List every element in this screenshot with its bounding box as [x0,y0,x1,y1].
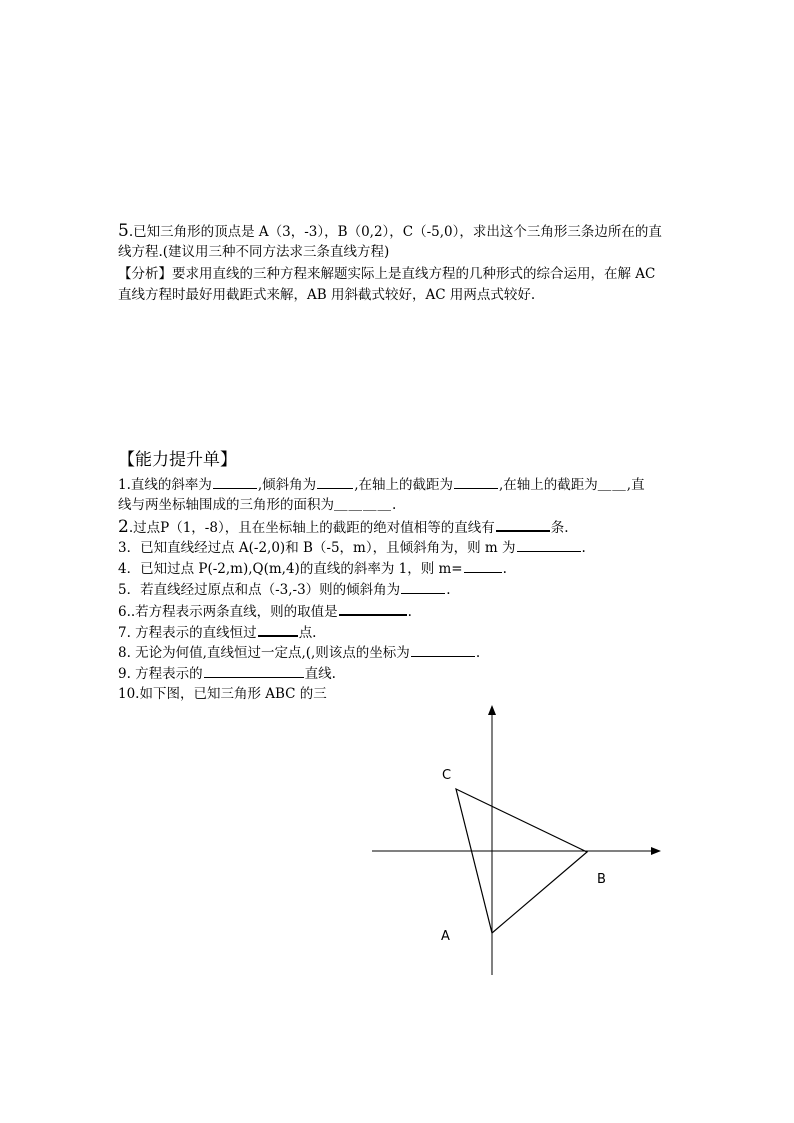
exercise-1-text-c: ,在轴上的截距为 [354,477,453,493]
exercise-3-text-a: 3．已知直线经过点 A(-2,0)和 B（-5，m），且倾斜角为，则 m 为 [118,540,516,556]
exercise-8-text-b: . [475,645,481,661]
exercise-5-text-b: . [446,582,451,598]
exercise-1-text-b: ,倾斜角为 [257,477,317,493]
exercise-1-blank-area[interactable]: ＿＿＿＿ [334,497,392,513]
exercise-8-text-a: 8. 无论为何值,直线恒过一定点,(,则该点的坐标为 [118,645,410,661]
vertex-label-b: B [597,872,606,887]
exercise-6-text-b: . [407,604,412,620]
exercise-2-number: 2 [118,517,129,537]
exercise-7-text-b: 点. [298,625,317,641]
problem5-number: 5 [118,221,129,241]
exercise-1-blank-intercept-2[interactable]: ＿＿ [597,477,627,493]
exercise-7-text-a: . 方程表示的直线恒过 [126,625,257,641]
exercise-1-text-e: ,直 [626,477,645,493]
exercise-4-text-a: 4．已知过点 P(-2,m),Q(m,4)的直线的斜率为 1，则 m= [118,561,463,577]
exercise-2-text-a: .过点P（1，-8），且在坐标轴上的截距的绝对值相等的直线有 [128,520,495,536]
exercise-1-text-g: . [392,497,397,513]
problem5-analysis-line2: 直线方程时最好用截距式来解，AB 用斜截式较好，AC 用两点式较好. [118,287,536,303]
exercise-1-text-f: 线与两坐标轴围成的三角形的面积为 [118,497,334,513]
vertex-label-a: A [441,929,450,944]
triangle-abc [456,789,587,933]
exercise-5-text-a: 5．若直线经过原点和点（-3,-3）则的倾斜角为 [118,582,401,598]
section-title: 【能力提升单】 [118,450,237,470]
exercise-3-text-b: . [581,540,586,556]
problem5-statement: .已知三角形的顶点是 A（3，-3），B（0,2），C（-5,0），求出这个三角形三条边所在的直 [128,224,662,240]
exercise-10: 10.如下图，已知三角形 ABC 的三 [118,686,327,702]
vertex-label-c: C [442,768,452,783]
exercise-1-text-d: ,在轴上的截距为 [498,477,598,493]
problem5-analysis-line1: 【分析】要求用直线的三种方程来解题实际上是直线方程的几种形式的综合运用，在解 AC [118,266,656,282]
exercise-1-text-a: 1.直线的斜率为 [118,477,212,493]
exercise-2-text-b: 条. [550,520,569,536]
exercise-9-text-b: 直线. [304,666,336,682]
problem5-line2: 线方程.(建议用三种不同方法求三条直线方程) [118,244,390,260]
exercise-6-text-a: 6..若方程表示两条直线，则的取值是 [118,604,338,620]
exercise-9-text-a: 9. 方程表示的 [118,666,203,682]
exercise-7-number: 7 [118,625,127,641]
exercise-4-text-b: . [502,561,507,577]
